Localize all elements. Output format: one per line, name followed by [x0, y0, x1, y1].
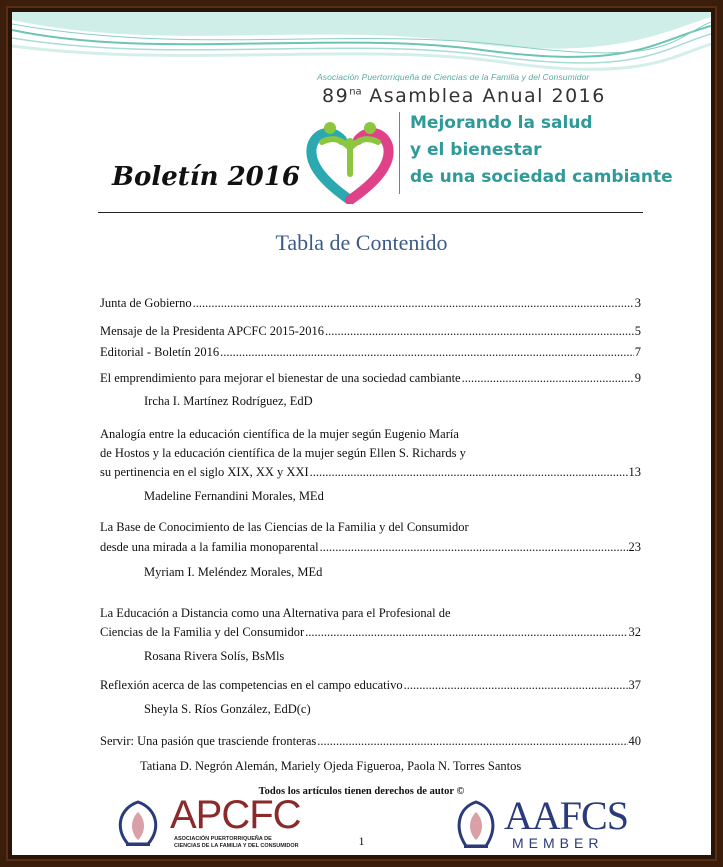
toc-entry-title: desde una mirada a la familia monoparental — [100, 540, 319, 554]
toc-entry[interactable] — [100, 343, 641, 361]
toc-leader-dots — [220, 343, 634, 361]
slogan-line: Mejorando la salud — [410, 113, 593, 133]
toc-leader-dots — [305, 623, 627, 641]
slogan — [410, 110, 673, 191]
toc-entry[interactable] — [100, 463, 641, 481]
toc-leader-dots — [317, 732, 627, 750]
toc-entry-title: Mensaje de la Presidenta APCFC 2015-2016 — [100, 324, 324, 338]
toc-entry[interactable] — [100, 369, 641, 387]
toc-entry-title: Reflexión acerca de las competencias en el campo educativo — [100, 678, 403, 692]
family-heart-logo — [304, 112, 396, 204]
toc-entry-author: Rosana Rivera Solís, BsMls — [144, 649, 285, 663]
assembly-title: $89^{na}$ Asamblea Anual 2016 — [322, 85, 606, 107]
toc-entry[interactable] — [100, 322, 641, 340]
toc-leader-dots — [193, 294, 634, 312]
association-name: Asociación Puertorriqueña de Ciencias de la Familia y del Consumidor — [317, 72, 590, 82]
bulletin-title: Boletín 2016 — [112, 162, 300, 192]
toc-leader-dots — [310, 463, 628, 481]
toc-leader-dots — [325, 322, 634, 340]
toc-leader-dots — [404, 676, 628, 694]
toc-entry-page: 9 — [634, 371, 641, 385]
toc-heading: Tabla de Contenido — [275, 230, 448, 255]
toc-entry-title-line: Analogía entre la educación científica de la mujer según Eugenio María — [100, 427, 459, 441]
toc-entry[interactable] — [100, 294, 641, 312]
aafcs-logo: AAFCS — [504, 793, 628, 838]
copyright-notice: Todos los artículos tienen derechos de autor © — [258, 786, 465, 797]
page-number: 1 — [358, 834, 365, 848]
document-page — [12, 12, 711, 855]
toc-entry-page: 7 — [634, 345, 641, 359]
toc-entry-title: Ciencias de la Familia y del Consumidor — [100, 625, 305, 639]
toc-entry-page: 13 — [628, 465, 641, 479]
toc-entry-page: 32 — [628, 625, 641, 639]
slogan-line: de una sociedad cambiante — [410, 167, 673, 187]
toc-entry-author: Tatiana D. Negrón Alemán, Mariely Ojeda Figueroa, Paola N. Torres Santos — [140, 759, 522, 773]
toc-entry-author: Madeline Fernandini Morales, MEd — [144, 489, 324, 503]
toc-entry[interactable] — [100, 676, 641, 694]
toc-entry-title: Junta de Gobierno — [100, 296, 192, 310]
toc-entry-title: Editorial - Boletín 2016 — [100, 345, 220, 359]
toc-entry-page: 5 — [634, 324, 641, 338]
apcfc-subtitle-line: ASOCIACIÓN PUERTORRIQUEÑA DE — [174, 836, 272, 842]
logo-divider — [399, 112, 400, 194]
toc-entry-author: Myriam I. Meléndez Morales, MEd — [144, 565, 323, 579]
toc-entry[interactable] — [100, 732, 641, 750]
apcfc-subtitle-line: CIENCIAS DE LA FAMILIA Y DEL CONSUMIDOR — [174, 843, 299, 849]
toc-entry[interactable] — [100, 538, 641, 556]
slogan-line: y el bienestar — [410, 140, 542, 160]
toc-entry-title-line: de Hostos y la educación científica de la mujer según Ellen S. Richards y — [100, 446, 466, 460]
toc-entry-page: 23 — [628, 540, 641, 554]
aafcs-emblem-icon — [448, 798, 504, 852]
header-divider — [98, 212, 643, 213]
toc-entry-page: 3 — [634, 296, 641, 310]
toc-entry-title-line: La Educación a Distancia como una Alternativa para el Profesional de — [100, 606, 451, 620]
toc-entry-title: El emprendimiento para mejorar el bienestar de una sociedad cambiante — [100, 371, 461, 385]
aafcs-member-label: MEMBER — [512, 835, 604, 851]
toc-entry-page: 40 — [628, 734, 641, 748]
toc-entry[interactable] — [100, 623, 641, 641]
toc-entry-author: Sheyla S. Ríos González, EdD(c) — [144, 702, 311, 716]
toc-leader-dots — [462, 369, 634, 387]
apcfc-logo: APCFC — [170, 793, 301, 837]
toc-entry-title: su pertinencia en el siglo XIX, XX y XXI — [100, 465, 309, 479]
toc-entry-author: Ircha I. Martínez Rodríguez, EdD — [144, 394, 313, 408]
toc-leader-dots — [320, 538, 628, 556]
toc-entry-title: Servir: Una pasión que trasciende fronteras — [100, 734, 317, 748]
toc-entry-page: 37 — [628, 678, 641, 692]
toc-entry-title-line: La Base de Conocimiento de las Ciencias de la Familia y del Consumidor — [100, 520, 469, 534]
